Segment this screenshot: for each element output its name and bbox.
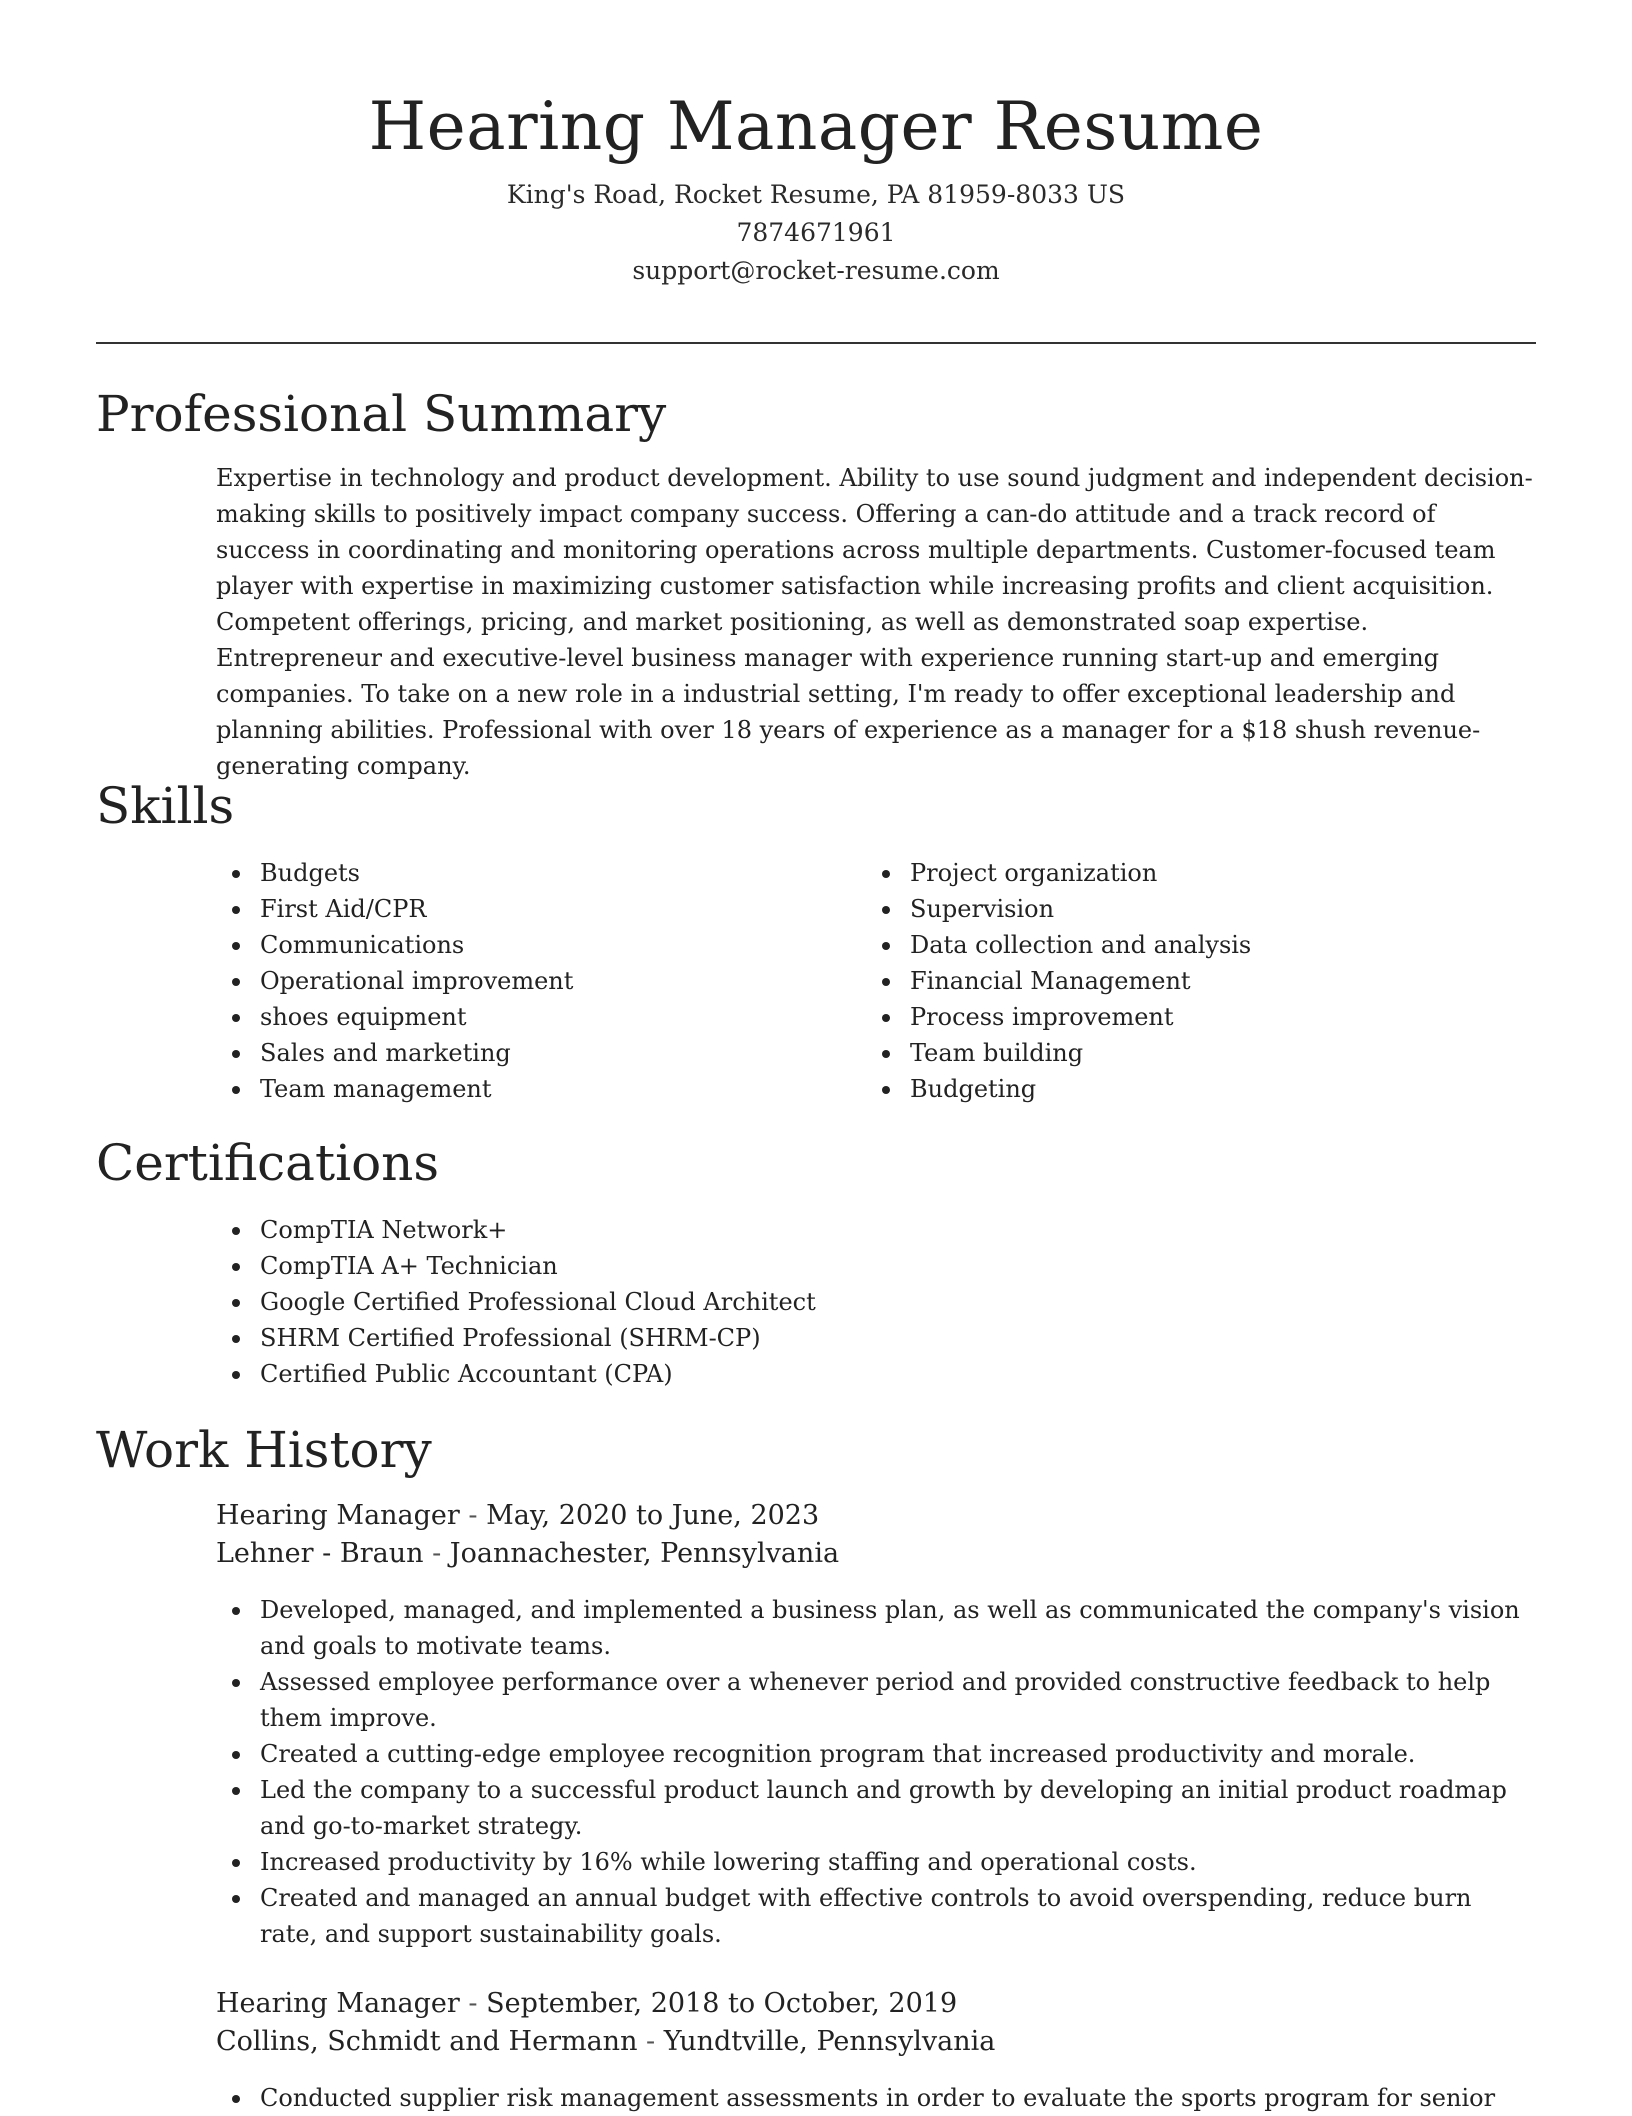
certifications-list xyxy=(216,1212,1536,1392)
job-bullet: Created a cutting-edge employee recognition program that increased productivity and morale. xyxy=(216,1736,1536,1772)
contact-phone: 7874671961 xyxy=(736,218,896,247)
job-company: Lehner - Braun xyxy=(216,1538,424,1569)
certification-item: CompTIA A+ Technician xyxy=(216,1248,1536,1284)
skill-item: Budgeting xyxy=(866,1071,1516,1107)
resume-header xyxy=(96,84,1536,290)
contact-address: King's Road, Rocket Resume, PA 81959-8033 US xyxy=(506,180,1126,209)
separator: - xyxy=(468,1988,478,2019)
section-title-summary: Professional Summary xyxy=(96,385,667,443)
job-company: Collins, Schmidt and Hermann xyxy=(216,2026,638,2057)
resume-title: Hearing Manager Resume xyxy=(368,88,1264,165)
skill-item: Team management xyxy=(216,1071,866,1107)
skill-item: Team building xyxy=(866,1035,1516,1071)
skill-item: shoes equipment xyxy=(216,999,866,1035)
section-title-skills: Skills xyxy=(96,777,235,835)
section-title-work-history: Work History xyxy=(96,1421,432,1479)
skill-item: Operational improvement xyxy=(216,963,866,999)
skill-item: Supervision xyxy=(866,891,1516,927)
contact-email: support@rocket-resume.com xyxy=(632,256,1000,285)
skill-item: Process improvement xyxy=(866,999,1516,1035)
skill-item: First Aid/CPR xyxy=(216,891,866,927)
job-bullet: Developed, managed, and implemented a business plan, as well as communicated the company's vision and goals to motivate teams. xyxy=(216,1592,1536,1664)
job-bullet: Assessed employee performance over a whenever period and provided constructive feedback to help them improve. xyxy=(216,1664,1536,1736)
job-title: Hearing Manager xyxy=(216,1500,460,1531)
section-title-certifications: Certifications xyxy=(96,1134,440,1192)
certification-item: Certified Public Accountant (CPA) xyxy=(216,1356,1536,1392)
skills-list-right xyxy=(866,855,1516,1107)
job-title-line xyxy=(216,1985,1536,2023)
job-bullet: Increased productivity by 16% while lowering staffing and operational costs. xyxy=(216,1844,1536,1880)
separator: - xyxy=(646,2026,656,2057)
skill-item: Project organization xyxy=(866,855,1516,891)
skill-item: Budgets xyxy=(216,855,866,891)
job-title: Hearing Manager xyxy=(216,1988,460,2019)
job-dates: September, 2018 to October, 2019 xyxy=(486,1988,958,2019)
job-company-line xyxy=(216,2023,1536,2061)
skill-item: Data collection and analysis xyxy=(866,927,1516,963)
separator: - xyxy=(468,1500,478,1531)
skills-list-left xyxy=(216,855,866,1107)
job-location: Joannachester, Pennsylvania xyxy=(449,1538,840,1569)
header-divider xyxy=(96,342,1536,344)
job-bullets xyxy=(216,2080,1536,2116)
certification-item: SHRM Certified Professional (SHRM-CP) xyxy=(216,1320,1536,1356)
job-bullet: Created and managed an annual budget with effective controls to avoid overspending, reduce burn rate, and support sustainability goals. xyxy=(216,1880,1536,1952)
job-location: Yundtville, Pennsylvania xyxy=(663,2026,996,2057)
separator: - xyxy=(432,1538,442,1569)
job-title-line xyxy=(216,1497,1536,1535)
job-bullet: Led the company to a successful product launch and growth by developing an initial product roadmap and go-to-market strategy. xyxy=(216,1772,1536,1844)
job-bullets xyxy=(216,1592,1536,1952)
certification-item: CompTIA Network+ xyxy=(216,1212,1536,1248)
skill-item: Financial Management xyxy=(866,963,1516,999)
skill-item: Sales and marketing xyxy=(216,1035,866,1071)
job-dates: May, 2020 to June, 2023 xyxy=(486,1500,820,1531)
job-bullet: Conducted supplier risk management assessments in order to evaluate the sports program for senior xyxy=(216,2080,1536,2116)
job-company-line xyxy=(216,1535,1536,1573)
skill-item: Communications xyxy=(216,927,866,963)
certification-item: Google Certified Professional Cloud Architect xyxy=(216,1284,1536,1320)
summary-text: Expertise in technology and product development. Ability to use sound judgment and independent decision-making skills to positively impact company success. Offering a can-do attitude and a track record of success in coordinating and monitoring operations across multiple departments. Customer-focused team player with expertise in maximizing customer satisfaction while increasing profits and client acquisition. Competent offerings, pricing, and market positioning, as well as demonstrated soap expertise. Entrepreneur and executive-level business manager with experience running start-up and emerging companies. To take on a new role in a industrial setting, I'm ready to offer exceptional leadership and planning abilities. Professional with over 18 years of experience as a manager for a $18 shush revenue-generating company. xyxy=(216,464,1533,780)
contact-info xyxy=(96,176,1536,290)
